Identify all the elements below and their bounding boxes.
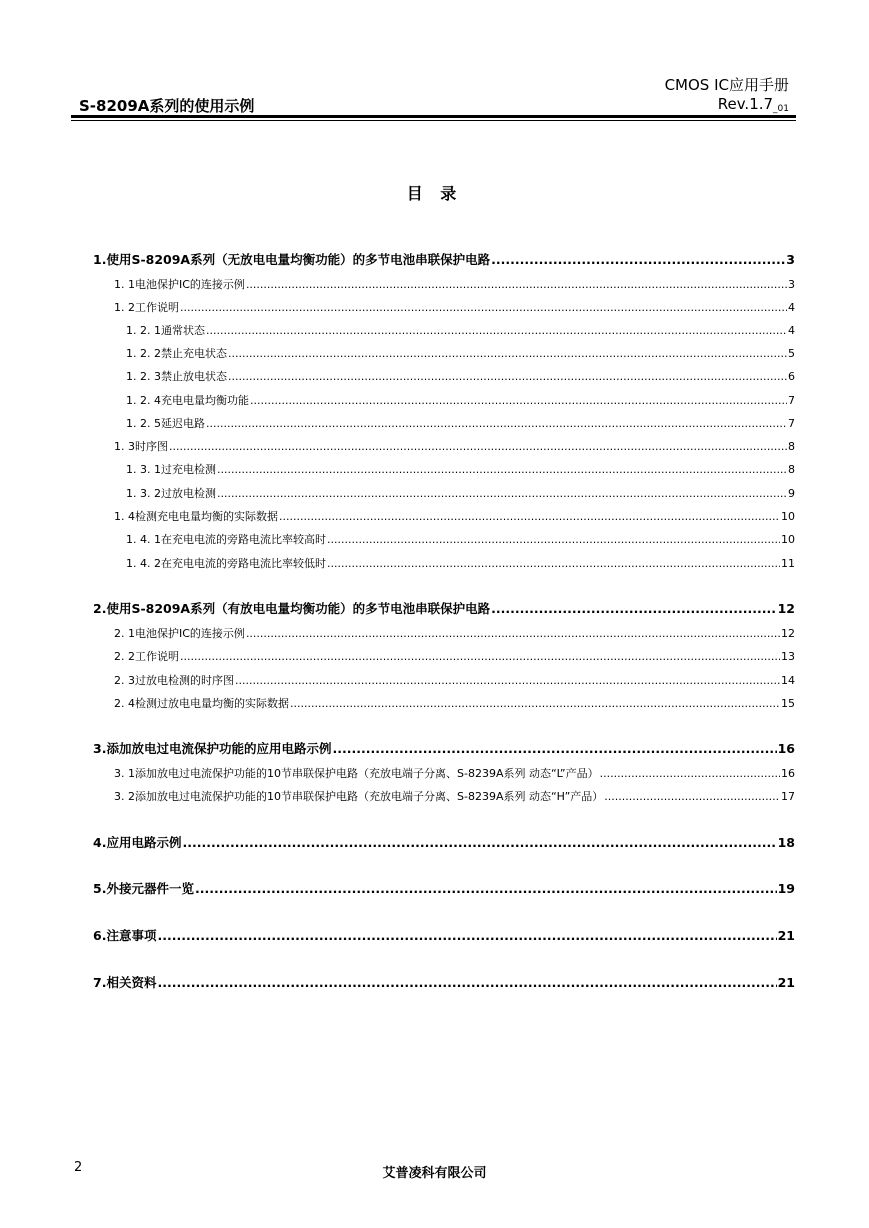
toc-entry[interactable] bbox=[114, 696, 795, 712]
toc-entry-number: 1. 1 bbox=[114, 278, 135, 291]
toc-entry-number: 2. 4 bbox=[114, 697, 135, 710]
toc-entry-page: 14 bbox=[781, 674, 795, 687]
toc-entry-page: 12 bbox=[781, 627, 795, 640]
toc-entry[interactable] bbox=[114, 626, 795, 642]
toc-entry-page: 15 bbox=[781, 697, 795, 710]
toc-entry-title: 注意事项 bbox=[106, 928, 157, 943]
toc-entry[interactable] bbox=[126, 346, 795, 362]
toc-title: 目 录 bbox=[406, 184, 463, 203]
toc-entry-page: 17 bbox=[781, 790, 795, 803]
header-rule-thick bbox=[71, 115, 796, 118]
toc-entry[interactable] bbox=[126, 416, 795, 432]
toc-entry[interactable] bbox=[93, 741, 795, 757]
toc-entry[interactable] bbox=[114, 649, 795, 665]
toc-entry-number: 1. 2 bbox=[114, 301, 135, 314]
toc-entry-number: 2. bbox=[93, 601, 107, 616]
toc-leader-dots bbox=[157, 975, 776, 991]
toc-entry-page: 4 bbox=[788, 324, 795, 337]
toc-leader-dots bbox=[235, 673, 780, 689]
toc-entry-page: 16 bbox=[777, 741, 795, 756]
toc-entry[interactable] bbox=[126, 556, 795, 572]
toc-leader-dots bbox=[290, 696, 780, 712]
toc-leader-dots bbox=[217, 462, 787, 478]
toc-entry-number: 6. bbox=[93, 928, 107, 943]
toc-entry[interactable] bbox=[114, 766, 795, 782]
toc-leader-dots bbox=[228, 346, 787, 362]
toc-entry-title: 应用电路示例 bbox=[106, 835, 182, 850]
toc-entry-title: 过充电检测 bbox=[160, 463, 216, 476]
toc-entry-page: 21 bbox=[777, 928, 795, 943]
toc-entry-title: 使用S-8209A系列（有放电电量均衡功能）的多节电池串联保护电路 bbox=[106, 601, 491, 616]
toc-entry-number: 1. 3. 2 bbox=[126, 487, 161, 500]
toc-entry[interactable] bbox=[126, 393, 795, 409]
toc-leader-dots bbox=[169, 439, 787, 455]
toc-entry-number: 2. 2 bbox=[114, 650, 135, 663]
toc-entry-title: 检测过放电电量均衡的实际数据 bbox=[135, 697, 289, 710]
toc-entry-title: 添加放电过电流保护功能的10节串联保护电路（充放电端子分离、S-8239A系列 动态“L”产品） bbox=[135, 767, 599, 780]
toc-entry-page: 12 bbox=[777, 601, 795, 616]
toc-entry[interactable] bbox=[126, 462, 795, 478]
toc-entry-number: 1. 4. 2 bbox=[126, 557, 161, 570]
toc-entry-page: 10 bbox=[781, 510, 795, 523]
toc-leader-dots bbox=[332, 741, 776, 757]
toc-entry-page: 19 bbox=[777, 881, 795, 896]
toc-entry[interactable] bbox=[126, 532, 795, 548]
toc-leader-dots bbox=[327, 532, 780, 548]
revision-text: Rev.1.7 bbox=[717, 95, 774, 113]
toc-leader-dots bbox=[228, 369, 787, 385]
toc-entry-number: 3. 1 bbox=[114, 767, 135, 780]
toc-entry-number: 1. 2. 3 bbox=[126, 370, 161, 383]
footer-company: 艾普凌科有限公司 bbox=[382, 1166, 487, 1181]
revision-subscript: _01 bbox=[773, 104, 789, 114]
toc-entry-title: 相关资料 bbox=[106, 975, 157, 990]
toc-leader-dots bbox=[180, 300, 787, 316]
toc-entry-number: 7. bbox=[93, 975, 107, 990]
toc-entry-title: 工作说明 bbox=[135, 650, 179, 663]
toc-entry[interactable] bbox=[93, 601, 795, 617]
toc-entry-number: 4. bbox=[93, 835, 107, 850]
toc-entry-page: 10 bbox=[781, 533, 795, 546]
toc-entry-title: 电池保护IC的连接示例 bbox=[135, 278, 245, 291]
toc-entry[interactable] bbox=[93, 881, 795, 897]
toc-leader-dots bbox=[206, 416, 787, 432]
toc-entry-title: 添加放电过电流保护功能的10节串联保护电路（充放电端子分离、S-8239A系列 动态“H”产品） bbox=[135, 790, 604, 803]
toc-leader-dots bbox=[217, 486, 787, 502]
toc-leader-dots bbox=[180, 649, 780, 665]
toc-entry[interactable] bbox=[126, 323, 795, 339]
toc-entry-page: 21 bbox=[777, 975, 795, 990]
toc-leader-dots bbox=[206, 323, 787, 339]
toc-entry-page: 6 bbox=[788, 370, 795, 383]
toc-entry[interactable] bbox=[114, 300, 795, 316]
toc-leader-dots bbox=[327, 556, 780, 572]
toc-entry-number: 1. 3. 1 bbox=[126, 463, 161, 476]
toc-entry-number: 1. 2. 4 bbox=[126, 394, 161, 407]
toc-entry-title: 在充电电流的旁路电流比率较低时 bbox=[160, 557, 326, 570]
header-doc-title: S-8209A系列的使用示例 bbox=[79, 97, 255, 115]
toc-leader-dots bbox=[600, 766, 780, 782]
toc-entry[interactable] bbox=[93, 252, 795, 268]
toc-entry-page: 3 bbox=[786, 252, 795, 267]
toc-entry-page: 8 bbox=[788, 440, 795, 453]
toc-entry-title: 充电电量均衡功能 bbox=[160, 394, 249, 407]
header-manual-name: CMOS IC应用手册 bbox=[664, 76, 789, 94]
toc-entry-title: 延迟电路 bbox=[160, 417, 205, 430]
toc-entry-page: 9 bbox=[788, 487, 795, 500]
toc-entry-number: 5. bbox=[93, 881, 107, 896]
toc-entry[interactable] bbox=[93, 835, 795, 851]
toc-leader-dots bbox=[491, 601, 776, 617]
toc-entry-number: 3. 2 bbox=[114, 790, 135, 803]
toc-entry-title: 禁止放电状态 bbox=[160, 370, 227, 383]
toc-entry-page: 5 bbox=[788, 347, 795, 360]
toc-entry-title: 电池保护IC的连接示例 bbox=[135, 627, 245, 640]
toc-entry-page: 7 bbox=[788, 394, 795, 407]
toc-leader-dots bbox=[491, 252, 785, 268]
toc-entry-number: 1. 3 bbox=[114, 440, 135, 453]
toc-entry-title: 时序图 bbox=[135, 440, 168, 453]
toc-leader-dots bbox=[182, 835, 776, 851]
toc-entry-title: 工作说明 bbox=[135, 301, 179, 314]
toc-entry-number: 1. 4 bbox=[114, 510, 135, 523]
toc-entry-page: 11 bbox=[781, 557, 795, 570]
toc-entry-page: 7 bbox=[788, 417, 795, 430]
toc-leader-dots bbox=[279, 509, 780, 525]
toc-entry-page: 18 bbox=[777, 835, 795, 850]
toc-entry-title: 禁止充电状态 bbox=[160, 347, 227, 360]
toc-entry-page: 8 bbox=[788, 463, 795, 476]
toc-leader-dots bbox=[195, 881, 777, 897]
toc-leader-dots bbox=[157, 928, 776, 944]
header-rule-thin bbox=[71, 120, 796, 121]
toc-entry-title: 使用S-8209A系列（无放电电量均衡功能）的多节电池串联保护电路 bbox=[106, 252, 491, 267]
toc-leader-dots bbox=[250, 393, 787, 409]
toc-entry-title: 检测充电电量均衡的实际数据 bbox=[135, 510, 278, 523]
toc-entry[interactable] bbox=[126, 369, 795, 385]
toc-leader-dots bbox=[246, 277, 787, 293]
toc-entry[interactable] bbox=[114, 673, 795, 689]
toc-entry-title: 通常状态 bbox=[160, 324, 205, 337]
toc-entry-page: 16 bbox=[781, 767, 795, 780]
toc-entry[interactable] bbox=[93, 928, 795, 944]
toc-entry-number: 2. 3 bbox=[114, 674, 135, 687]
toc-entry-number: 1. 4. 1 bbox=[126, 533, 161, 546]
toc-entry-title: 在充电电流的旁路电流比率较高时 bbox=[160, 533, 326, 546]
toc-leader-dots bbox=[246, 626, 780, 642]
toc-entry[interactable] bbox=[114, 789, 795, 805]
toc-entry-number: 1. 2. 1 bbox=[126, 324, 161, 337]
footer-page-number: 2 bbox=[74, 1160, 83, 1175]
toc-entry[interactable] bbox=[126, 486, 795, 502]
toc-entry-number: 1. 2. 2 bbox=[126, 347, 161, 360]
toc-entry-number: 3. bbox=[93, 741, 107, 756]
toc-entry-title: 添加放电过电流保护功能的应用电路示例 bbox=[106, 741, 332, 756]
toc-entry-page: 4 bbox=[788, 301, 795, 314]
toc-entry-page: 3 bbox=[788, 278, 795, 291]
toc-entry-number: 1. 2. 5 bbox=[126, 417, 161, 430]
toc-leader-dots bbox=[604, 789, 780, 805]
header-revision bbox=[718, 95, 789, 114]
toc-entry-title: 外接元器件一览 bbox=[106, 881, 194, 896]
toc-entry[interactable] bbox=[114, 509, 795, 525]
toc-entry-title: 过放电检测的时序图 bbox=[135, 674, 234, 687]
toc-entry[interactable] bbox=[114, 277, 795, 293]
toc-entry-number: 2. 1 bbox=[114, 627, 135, 640]
toc-entry[interactable] bbox=[93, 975, 795, 991]
toc-entry-number: 1. bbox=[93, 252, 107, 267]
toc-entry[interactable] bbox=[114, 439, 795, 455]
toc-entry-title: 过放电检测 bbox=[160, 487, 216, 500]
toc-entry-page: 13 bbox=[781, 650, 795, 663]
